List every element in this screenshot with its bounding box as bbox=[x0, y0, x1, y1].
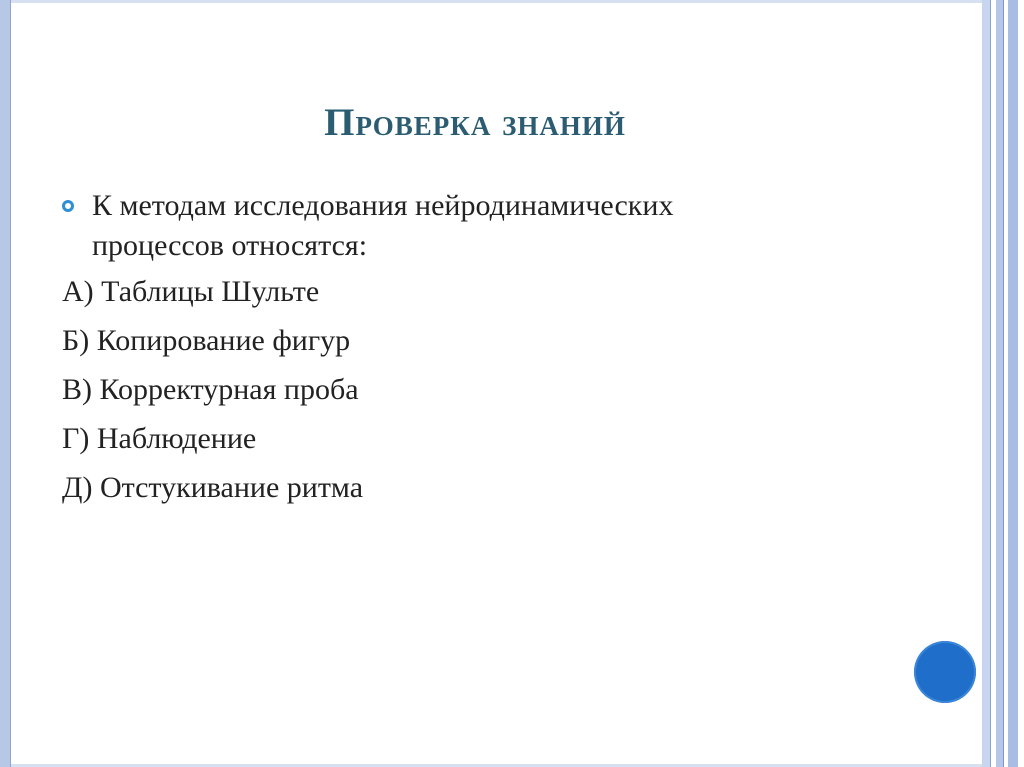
answer-option-d: Д) Отстукивание ритма bbox=[62, 471, 364, 504]
slide-title: Проверка знаний bbox=[324, 101, 626, 144]
question-line-2: процессов относятся: bbox=[92, 229, 368, 262]
frame-top-border bbox=[0, 0, 982, 3]
question-bullet bbox=[62, 186, 942, 266]
right-stripe bbox=[1008, 0, 1018, 767]
right-stripe bbox=[996, 0, 1003, 767]
answer-option-g: Г) Наблюдение bbox=[62, 422, 257, 455]
right-stripe bbox=[1018, 0, 1024, 767]
question-line-1: К методам исследования нейродинамических bbox=[92, 189, 674, 222]
blue-circle-icon bbox=[914, 641, 976, 703]
answer-option-a: А) Таблицы Шульте bbox=[62, 275, 320, 308]
right-stripe bbox=[982, 0, 990, 767]
ring-bullet-icon bbox=[62, 200, 74, 212]
slide-content bbox=[62, 186, 942, 517]
answer-option-v: В) Корректурная проба bbox=[62, 373, 359, 406]
answer-option-b: Б) Копирование фигур bbox=[62, 324, 351, 357]
